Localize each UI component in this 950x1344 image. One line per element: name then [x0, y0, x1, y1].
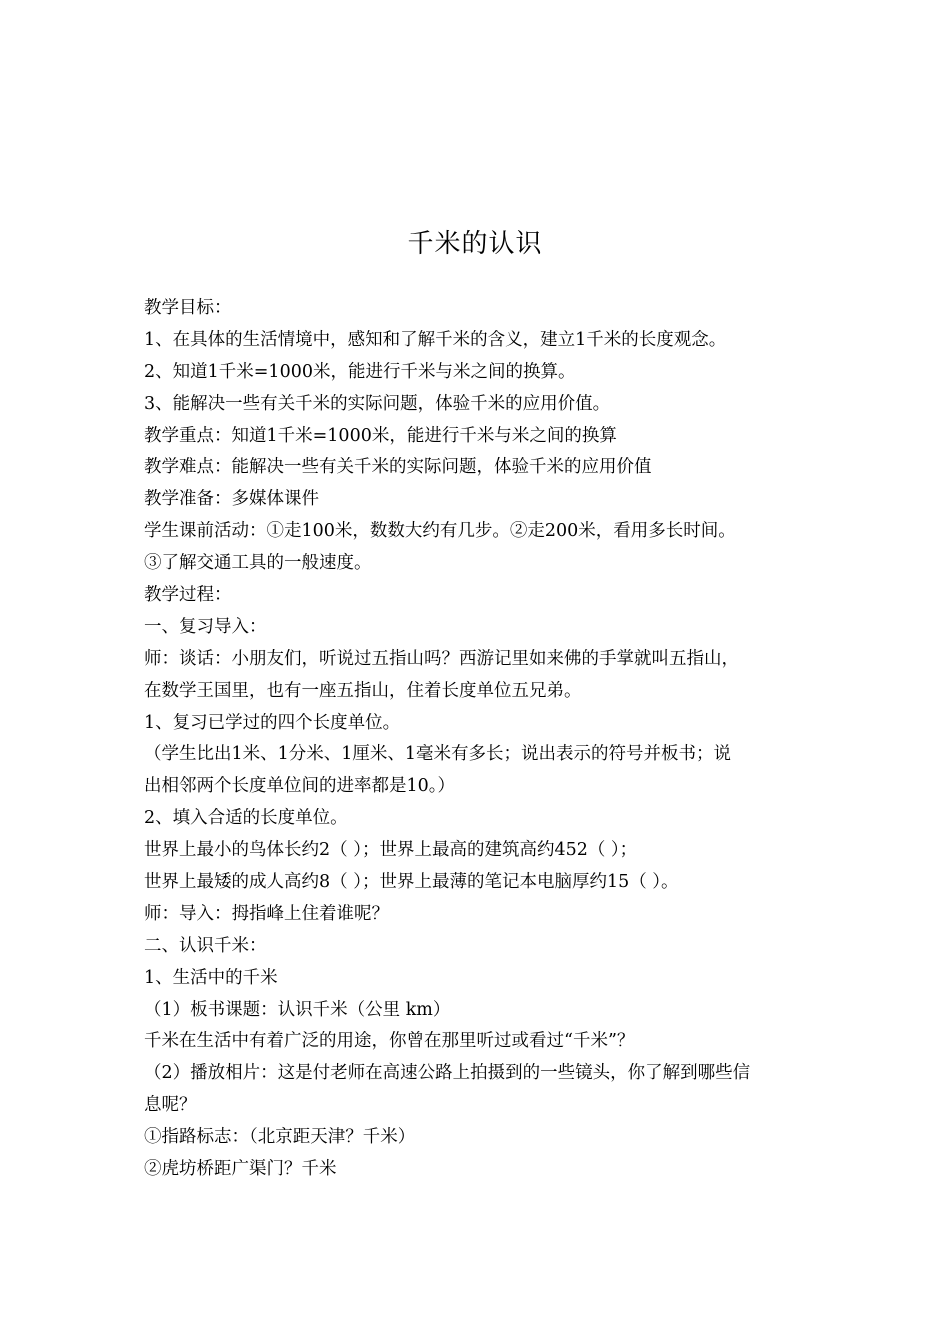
paragraph-line: 1、在具体的生活情境中，感知和了解千米的含义，建立1千米的长度观念。: [144, 329, 727, 350]
paragraph-line: ③了解交通工具的一般速度。: [144, 553, 372, 574]
paragraph-line: 世界上最矮的成人高约8（ ）；世界上最薄的笔记本电脑厚约15（ ）。: [144, 872, 679, 893]
section-heading: 一、复习导入：: [144, 616, 267, 637]
paragraph-line: 学生课前活动：①走100米，数数大约有几步。②走200米，看用多长时间。: [144, 521, 736, 542]
document-body: [144, 293, 814, 1186]
paragraph-line: 2、填入合适的长度单位。: [144, 808, 348, 829]
paragraph-line: 千米在生活中有着广泛的用途，你曾在那里听过或看过“千米”？: [144, 1031, 635, 1052]
paragraph-line: 3、能解决一些有关千米的实际问题，体验千米的应用价值。: [144, 393, 611, 414]
section-heading: 二、认识千米：: [144, 935, 267, 956]
paragraph-line: 师：导入：拇指峰上住着谁呢？: [144, 903, 389, 924]
paragraph-line: 在数学王国里，也有一座五指山，住着长度单位五兄弟。: [144, 680, 582, 701]
paragraph-line: ②虎坊桥距广渠门？千米: [144, 1159, 337, 1180]
paragraph-line: （2）播放相片：这是付老师在高速公路上拍摄到的一些镜头，你了解到哪些信: [144, 1063, 751, 1084]
paragraph-line: 教学重点：知道1千米=1000米，能进行千米与米之间的换算: [144, 425, 617, 446]
paragraph-line: 2、知道1千米=1000米，能进行千米与米之间的换算。: [144, 361, 576, 382]
paragraph-line: 世界上最小的鸟体长约2（ ）；世界上最高的建筑高约452（ ）；: [144, 840, 638, 861]
paragraph-line: 1、生活中的千米: [144, 967, 278, 988]
paragraph-line: 出相邻两个长度单位间的进率都是10。）: [144, 776, 456, 797]
paragraph-line: 1、复习已学过的四个长度单位。: [144, 712, 401, 733]
paragraph-line: （1）板书课题：认识千米（公里 km）: [144, 999, 451, 1020]
section-heading-process: 教学过程：: [144, 585, 232, 606]
paragraph-line: 息呢？: [144, 1095, 197, 1116]
paragraph-line: ①指路标志：（北京距天津？千米）: [144, 1127, 416, 1148]
paragraph-line: 教学准备：多媒体课件: [144, 489, 319, 510]
paragraph-line: 教学难点：能解决一些有关千米的实际问题，体验千米的应用价值: [144, 457, 652, 478]
paragraph-line: 师：谈话：小朋友们，听说过五指山吗？西游记里如来佛的手掌就叫五指山，: [144, 648, 739, 669]
section-heading-objectives: 教学目标：: [144, 298, 232, 318]
paragraph-line: （学生比出1米、1分米、1厘米、1毫米有多长；说出表示的符号并板书；说: [144, 744, 732, 765]
document-title: 千米的认识: [407, 229, 543, 259]
